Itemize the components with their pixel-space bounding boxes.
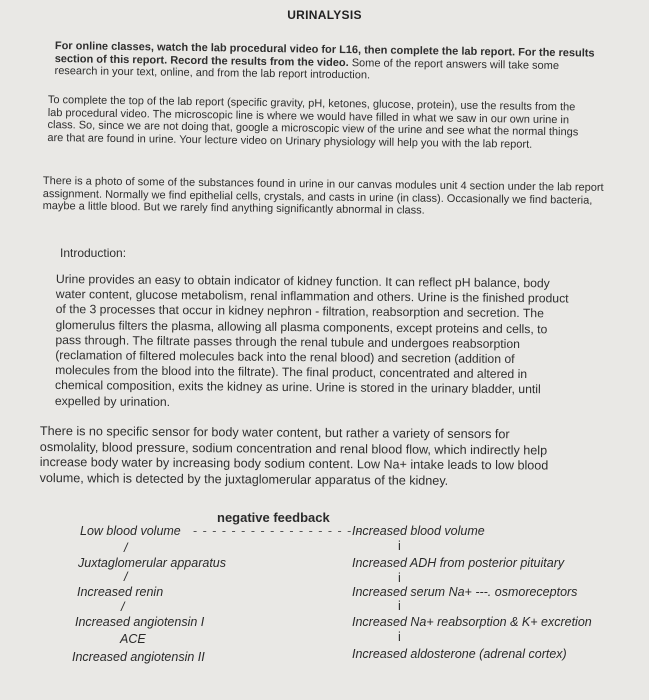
right-step-increased-serum-na: Increased serum Na+ ---. osmoreceptors xyxy=(352,585,578,599)
online-instructions-bold: For online classes, watch the lab procedural video for L16, then complete the lab report. For the results section of this report. Record the results from the video. xyxy=(54,40,595,69)
left-step-juxtaglomerular-apparatus: Juxtaglomerular apparatus xyxy=(78,556,226,570)
right-step-increased-na-reabsorption: Increased Na+ reabsorption & K+ excretion xyxy=(352,615,592,629)
left-arrow-1: / xyxy=(124,541,128,555)
left-step-increased-renin: Increased renin xyxy=(77,585,164,599)
right-arrow-3: i xyxy=(398,599,401,613)
right-step-increased-adh: Increased ADH from posterior pituitary xyxy=(352,556,565,570)
left-step-ace: ACE xyxy=(120,632,146,646)
left-step-low-blood-volume: Low blood volume xyxy=(80,524,181,538)
feedback-dashed-line: - - - - - - - - - - - - - - - - - - xyxy=(193,524,362,538)
left-arrow-2: / xyxy=(124,570,128,584)
negative-feedback-label: negative feedback xyxy=(217,510,330,525)
right-step-increased-blood-volume: Increased blood volume xyxy=(352,524,485,538)
left-arrow-3: / xyxy=(121,600,125,614)
introduction-paragraph: Urine provides an easy to obtain indicator of kidney function. It can reflect pH balance, body water content, glucose metabolism, renal inflammation and others. Urine is the finished product of the 3 processes that occur in kidney nephron - filtration, reabsorption and secretion. The glomerulus filters the plasma, allowing all plasma components, except proteins and cells, to pass through. The filtrate passes through the renal tubule and undergoes reabsorption (reclamation of filtered molecules back into the renal blood) and secretion (addition of molecules from the blood into the filtrate). The final product, concentrated and altered in chemical composition, exits the kidney as urine. Urine is stored in the urinary bladder, until expelled by urination. xyxy=(54,272,569,409)
lab-report-instructions-paragraph: To complete the top of the lab report (specific gravity, pH, ketones, glucose, protein), use the results from the lab procedural video. The microscopic line is where we would have filled in what we saw in our own urine in class. So, since we are not doing that, google a microscopic view of the urine and see what the normal things are that are found in urine. Your lecture video on Urinary physiology will help you with the lab report. xyxy=(47,94,579,151)
photo-note-paragraph: There is a photo of some of the substances found in urine in our canvas modules unit 4 section under the lab report assignment. Normally we find epithelial cells, crystals, and casts in urine (in class). Occasionally we find bacteria, maybe a little blood. But we rarely find anything significantly abnormal in class. xyxy=(42,175,604,217)
right-step-increased-aldosterone: Increased aldosterone (adrenal cortex) xyxy=(352,647,567,661)
right-arrow-1: i xyxy=(398,539,401,553)
right-arrow-4: i xyxy=(398,630,401,644)
left-step-increased-angiotensin-i: Increased angiotensin I xyxy=(75,615,205,629)
introduction-heading: Introduction: xyxy=(60,246,127,260)
page-title: URINALYSIS xyxy=(287,8,362,22)
right-arrow-2: i xyxy=(398,571,401,585)
left-step-increased-angiotensin-ii: Increased angiotensin II xyxy=(72,650,205,664)
online-instructions-normal: Some of the report answers will take some research in your text, online, and from the lab report introduction. xyxy=(54,56,560,82)
body-water-paragraph: There is no specific sensor for body water content, but rather a variety of sensors for osmolality, blood pressure, sodium concentration and renal blood flow, which indirectly help increase body water by increasing body sodium content. Low Na+ intake leads to low blood volume, which is detected by the juxtaglomerular apparatus of the kidney. xyxy=(39,424,549,488)
